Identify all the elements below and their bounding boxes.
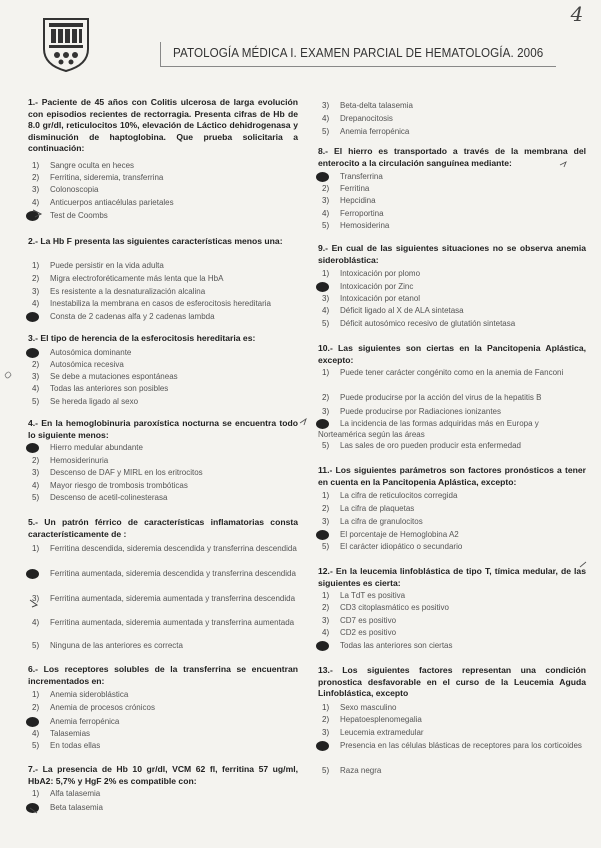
- option-text: CD7 es positivo: [340, 616, 397, 625]
- option-text: Anemia de procesos crónicos: [50, 703, 155, 712]
- option-text: Colonoscopia: [50, 185, 99, 194]
- option-number: 1): [322, 491, 330, 500]
- option-text: Déficit ligado al X de ALA sintetasa: [340, 306, 464, 315]
- page-number: 4: [570, 2, 584, 26]
- option-text: Test de Coombs: [50, 211, 108, 220]
- option-text: Las sales de oro pueden producir esta enfermedad: [340, 441, 522, 450]
- option-text: Ferritina aumentada, sideremia aumentada y transferrina descendida: [50, 594, 296, 603]
- option-number: 3): [322, 101, 330, 110]
- option-number: 4): [322, 306, 330, 315]
- option-text: Se hereda ligado al sexo: [50, 397, 139, 406]
- option-text: Puede producirse por Radiaciones ionizantes: [340, 407, 501, 416]
- option-number: 1): [322, 591, 330, 600]
- option-text: Anemia ferropénica: [50, 717, 120, 726]
- question-text: 4.- En la hemoglobinuria paroxística nocturna se encuentra todo lo siguiente menos:: [28, 418, 298, 440]
- option-text: Beta talasemia: [50, 803, 103, 812]
- option-text: Hemosiderina: [340, 221, 390, 230]
- option-text: CD3 citoplasmático es positivo: [340, 603, 449, 612]
- question-text: 12.- En la leucemia linfoblástica de tipo T, tímica medular, de las siguientes es cierta:: [318, 566, 586, 588]
- option-text: Se debe a mutaciones espontáneas: [50, 372, 178, 381]
- option-number: 4): [322, 628, 330, 637]
- option-number: 3): [32, 372, 40, 381]
- option-text: Sexo masculino: [340, 703, 397, 712]
- option-text: Todas las anteriores son posibles: [50, 384, 169, 393]
- option-number: 1): [322, 368, 330, 377]
- option-number: 4): [32, 481, 40, 490]
- option-text: Ferritina, sideremia, transferrina: [50, 173, 164, 182]
- option-number: 2): [32, 703, 40, 712]
- option-number: 3): [32, 468, 40, 477]
- option-number: 2): [32, 360, 40, 369]
- option-number: 2): [322, 603, 330, 612]
- option-text: Drepanocitosis: [340, 114, 393, 123]
- option-number: 1): [32, 261, 40, 270]
- question-text: 13.- Los siguientes factores representan una condición pronostica desfavorable en el curso de la Leucemia Aguda Linfoblástica, excepto: [318, 665, 586, 698]
- option-number: 3): [322, 616, 330, 625]
- option-text: La TdT es positiva: [340, 591, 406, 600]
- option-text: Inestabiliza la membrana en casos de esferocitosis hereditaria: [50, 299, 272, 308]
- question-text: 9.- En cual de las siguientes situaciones no se observa anemia sideroblástica:: [318, 243, 586, 265]
- option-text: Todas las anteriores son ciertas: [340, 641, 453, 650]
- option-number: 5): [32, 741, 40, 750]
- option-text: Ferritina aumentada, sideremia descendida y transferrina descendida: [50, 569, 296, 578]
- option-text: Hemosiderinuria: [50, 456, 109, 465]
- option-number: 5): [322, 319, 330, 328]
- option-number: 1): [322, 269, 330, 278]
- question-text: 8.- El hierro es transportado a través de la membrana del enterocito a la circulación sanguínea mediante:: [318, 146, 586, 168]
- option-text: Ninguna de las anteriores es correcta: [50, 641, 183, 650]
- option-text: Alfa talasemia: [50, 789, 101, 798]
- option-number: 1): [32, 161, 40, 170]
- option-number: 2): [322, 184, 330, 193]
- option-number: 3): [322, 517, 330, 526]
- option-number: 4): [32, 618, 40, 627]
- option-text: Anticuerpos antiacélulas parietales: [50, 198, 174, 207]
- option-text: La cifra de plaquetas: [340, 504, 415, 513]
- option-number: 3): [322, 294, 330, 303]
- option-number: 5): [322, 441, 330, 450]
- option-text: Intoxicación por etanol: [340, 294, 421, 303]
- question-text: 11.- Los siguientes parámetros son factores pronósticos a tener en cuenta en la Pancitopenia Aplástica, excepto:: [318, 465, 586, 487]
- option-number: 4): [322, 114, 330, 123]
- option-text: Puede tener carácter congénito como en la anemia de Fanconi: [340, 368, 564, 377]
- option-number: 5): [32, 641, 40, 650]
- exam-title: PATOLOGÍA MÉDICA I. EXAMEN PARCIAL DE HEMATOLOGÍA. 2006: [173, 46, 544, 60]
- option-number: 4): [322, 209, 330, 218]
- option-text: Hepatoesplenomegalia: [340, 715, 422, 724]
- option-text: Ferritina: [340, 184, 370, 193]
- option-text: La cifra de reticulocitos corregida: [340, 491, 458, 500]
- option-text: Intoxicación por Zinc: [340, 282, 414, 291]
- option-number: 2): [322, 393, 330, 402]
- option-number: 1): [32, 544, 40, 553]
- option-number: 5): [322, 766, 330, 775]
- option-number: 3): [322, 196, 330, 205]
- option-text: El porcentaje de Hemoglobina A2: [340, 530, 459, 539]
- option-number: 1): [32, 789, 40, 798]
- option-text: CD2 es positivo: [340, 628, 397, 637]
- option-number: 5): [322, 221, 330, 230]
- option-text: La incidencia de las formas adquiridas más en Europa y Norteamérica según las áreas: [318, 419, 539, 439]
- option-text: Autosómica dominante: [50, 348, 132, 357]
- option-number: 1): [322, 703, 330, 712]
- option-text: Sangre oculta en heces: [50, 161, 135, 170]
- option-text: Intoxicación por plomo: [340, 269, 421, 278]
- question-text: 5.- Un patrón férrico de características inflamatorias consta característicamente de :: [28, 517, 298, 539]
- option-text: Leucemia extramedular: [340, 728, 424, 737]
- option-text: Mayor riesgo de trombosis trombóticas: [50, 481, 188, 490]
- option-text: La cifra de granulocitos: [340, 517, 423, 526]
- option-number: 2): [32, 456, 40, 465]
- option-text: Anemia ferropénica: [340, 127, 410, 136]
- option-text: En todas ellas: [50, 741, 101, 750]
- option-number: 5): [322, 542, 330, 551]
- option-text: Hepcidina: [340, 196, 376, 205]
- option-text: Raza negra: [340, 766, 382, 775]
- option-number: 3): [32, 185, 40, 194]
- option-text: Descenso de acetil-colinesterasa: [50, 493, 168, 502]
- question-text: 3.- El tipo de herencia de la esferocitosis hereditaria es:: [28, 333, 256, 343]
- option-number: 3): [32, 594, 40, 603]
- option-text: Déficit autosómico recesivo de glutatión sintetasa: [340, 319, 516, 328]
- option-text: Es resistente a la desnaturalización alcalina: [50, 287, 206, 296]
- option-number: 4): [32, 729, 40, 738]
- option-number: 2): [322, 715, 330, 724]
- question-text: 7.- La presencia de Hb 10 gr/dl, VCM 62 fl, ferritina 57 ug/ml, HbA2: 5,7% y HgF 2% es compatible con:: [28, 764, 298, 786]
- question-text: 1.- Paciente de 45 años con Colitis ulcerosa de larga evolución con episodios recientes de rectorragia. Presenta cifras de Hb de 8.0 gr/dl, reticulocitos 10%, elevación de Láctico dehidrogenasa y disminución de haptoglobina. Que prueba solicitaria a continuación:: [28, 97, 298, 153]
- option-number: 3): [322, 407, 330, 416]
- option-text: Puede producirse por la acción del virus de la hepatitis B: [340, 393, 542, 402]
- option-number: 3): [32, 287, 40, 296]
- option-text: Consta de 2 cadenas alfa y 2 cadenas lambda: [50, 312, 215, 321]
- option-text: Ferroportina: [340, 209, 384, 218]
- option-number: 3): [322, 728, 330, 737]
- option-text: Autosómica recesiva: [50, 360, 124, 369]
- question-text: 10.- Las siguientes son ciertas en la Pancitopenia Aplástica, excepto:: [318, 343, 586, 365]
- option-number: 1): [32, 690, 40, 699]
- option-text: Descenso de DAF y MIRL en los eritrocitos: [50, 468, 203, 477]
- option-number: 2): [32, 274, 40, 283]
- option-text: Migra electroforéticamente más lenta que la HbA: [50, 274, 224, 283]
- option-text: Presencia en las células blásticas de receptores para los corticoides: [340, 741, 582, 750]
- option-number: 5): [32, 397, 40, 406]
- option-number: 2): [322, 504, 330, 513]
- question-text: 6.- Los receptores solubles de la transferrina se encuentran incrementados en:: [28, 664, 298, 686]
- option-text: Ferritina aumentada, sideremia aumentada y transferrina aumentada: [50, 618, 295, 627]
- option-text: Talasemias: [50, 729, 91, 738]
- option-text: Beta-delta talasemia: [340, 101, 413, 110]
- option-number: 2): [32, 173, 40, 182]
- option-text: El carácter idiopático o secundario: [340, 542, 463, 551]
- option-number: 4): [32, 198, 40, 207]
- option-text: Transferrina: [340, 172, 383, 181]
- option-number: 5): [322, 127, 330, 136]
- question-text: 2.- La Hb F presenta las siguientes características menos una:: [28, 236, 283, 246]
- option-text: Ferritina descendida, sideremia descendida y transferrina descendida: [50, 544, 297, 553]
- option-text: Hierro medular abundante: [50, 443, 143, 452]
- option-number: 4): [32, 299, 40, 308]
- option-number: 4): [32, 384, 40, 393]
- option-text: Anemia sideroblástica: [50, 690, 129, 699]
- option-number: 5): [32, 493, 40, 502]
- option-text: Puede persistir en la vida adulta: [50, 261, 164, 270]
